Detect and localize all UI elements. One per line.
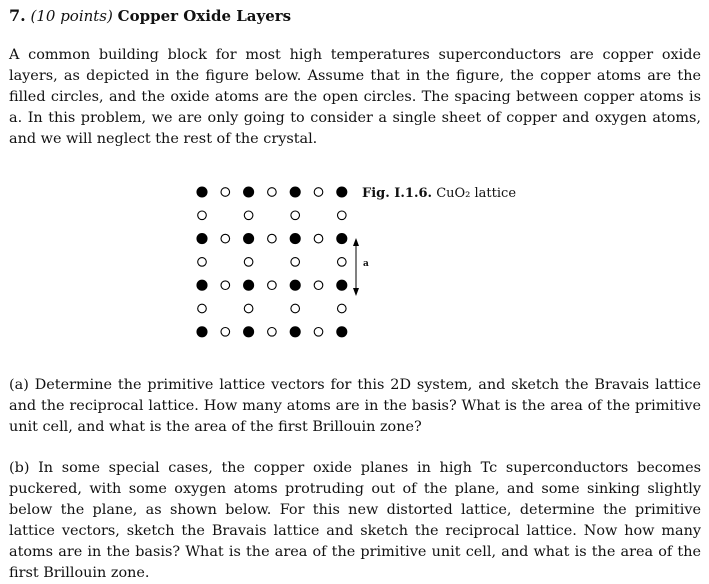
intro-paragraph: A common building block for most high temperatures superconductors are copper oxide layers, as depicted in the figure below. Assume that in the figure, the copper atoms are the filled circles, and the oxide atoms are the open circles. The spacing between copper atoms is a. In this problem, we are only going to consider a single sheet of copper and oxygen atoms, and we will neglect the rest of the crystal. bbox=[9, 47, 701, 147]
copper-atom bbox=[290, 280, 300, 290]
copper-atom bbox=[197, 327, 207, 337]
oxygen-atom bbox=[221, 328, 230, 337]
oxygen-atom bbox=[338, 211, 347, 220]
oxygen-atom bbox=[268, 234, 277, 243]
copper-atom bbox=[290, 234, 300, 244]
oxygen-atom bbox=[244, 304, 253, 313]
oxygen-atom bbox=[268, 281, 277, 290]
oxygen-atom bbox=[244, 211, 253, 220]
part-a-question: (a) Determine the primitive lattice vectors for this 2D system, and sketch the Bravais lattice and the reciprocal lattice. How many atoms are in the basis? What is the area of the primitive unit cell, and what is the area of the first Brillouin zone? bbox=[9, 377, 701, 435]
copper-atom bbox=[244, 187, 254, 197]
oxygen-atom bbox=[314, 328, 323, 337]
oxygen-atom bbox=[338, 258, 347, 267]
problem-number: 7. bbox=[9, 6, 26, 25]
copper-atom bbox=[337, 187, 347, 197]
oxygen-atom bbox=[198, 304, 207, 313]
problem-title: Copper Oxide Layers bbox=[117, 7, 292, 25]
copper-atom bbox=[244, 327, 254, 337]
oxygen-atom bbox=[314, 234, 323, 243]
oxygen-atom bbox=[268, 328, 277, 337]
oxygen-atom bbox=[291, 211, 300, 220]
lattice-atoms bbox=[197, 187, 347, 337]
oxygen-atom bbox=[221, 188, 230, 197]
copper-atom bbox=[244, 234, 254, 244]
copper-atom bbox=[337, 234, 347, 244]
problem-heading bbox=[9, 6, 291, 25]
copper-atom bbox=[197, 280, 207, 290]
oxygen-atom bbox=[221, 234, 230, 243]
oxygen-atom bbox=[314, 188, 323, 197]
cuo2-lattice-figure bbox=[190, 180, 360, 342]
figure-label: Fig. I.1.6. bbox=[362, 186, 433, 201]
oxygen-atom bbox=[198, 258, 207, 267]
oxygen-atom bbox=[268, 188, 277, 197]
copper-atom bbox=[337, 327, 347, 337]
problem-points: (10 points) bbox=[30, 7, 113, 25]
copper-atom bbox=[197, 187, 207, 197]
oxygen-atom bbox=[221, 281, 230, 290]
copper-atom bbox=[290, 327, 300, 337]
oxygen-atom bbox=[291, 304, 300, 313]
oxygen-atom bbox=[291, 258, 300, 267]
oxygen-atom bbox=[314, 281, 323, 290]
copper-atom bbox=[290, 187, 300, 197]
part-b-question: (b) In some special cases, the copper oxide planes in high Tc superconductors becomes puckered, with some oxygen atoms protruding out of the plane, and some sinking slightly below the plane, as shown below. For this new distorted lattice, determine the primitive lattice vectors, sketch the Bravais lattice and sketch the reciprocal lattice. Now how many atoms are in the basis? What is the area of the primitive unit cell, and what is the area of the first Brillouin zone. bbox=[9, 460, 701, 581]
spacing-arrow bbox=[353, 238, 359, 296]
copper-atom bbox=[197, 234, 207, 244]
figure-formula: CuO₂ lattice bbox=[436, 186, 517, 201]
oxygen-atom bbox=[338, 304, 347, 313]
copper-atom bbox=[244, 280, 254, 290]
copper-atom bbox=[337, 280, 347, 290]
figure-caption bbox=[362, 186, 516, 201]
spacing-label: a bbox=[363, 259, 369, 269]
oxygen-atom bbox=[244, 258, 253, 267]
oxygen-atom bbox=[198, 211, 207, 220]
